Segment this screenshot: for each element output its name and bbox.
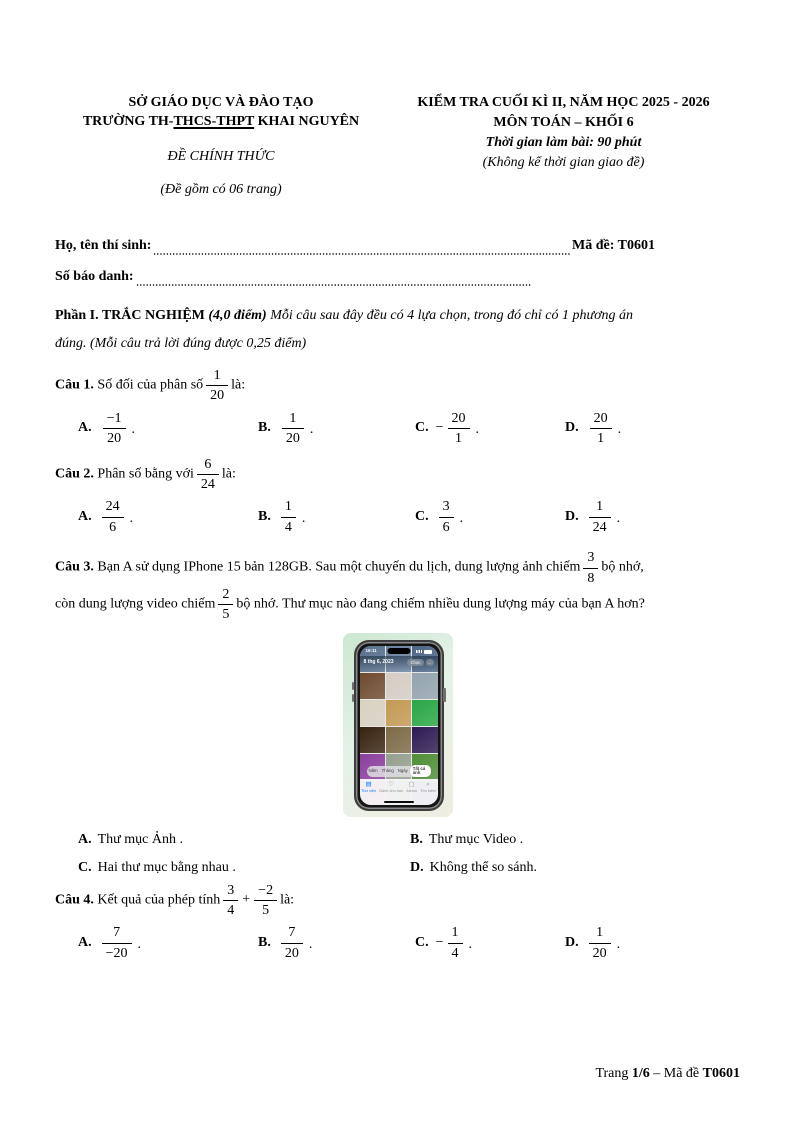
tab-search: ⌕ Tìm kiếm xyxy=(420,780,436,793)
header xyxy=(55,93,740,199)
question-1-stem: Câu 1. Số đối của phân số $\frac{1}{20}$ là: xyxy=(55,368,246,404)
option-a: A. $\frac{7}{-20}$ . xyxy=(78,925,142,961)
question-3-options xyxy=(55,829,740,878)
page-number: 1/6 xyxy=(631,1065,650,1081)
part1-heading: Phần I. TRẮC NGHIỆM (4,0 điểm) Mỗi câu sau đây đều có 4 lựa chọn, trong đó chỉ có 1 phương án đúng. (Mỗi câu trả lời đúng được 0,25 điểm) xyxy=(55,308,634,351)
option-b: B. $\frac{1}{4}$ . xyxy=(258,499,306,535)
home-indicator xyxy=(384,801,414,803)
segmented-control xyxy=(367,766,431,777)
segment-all-photos: Tất cả ảnh xyxy=(410,765,431,777)
photo-tile xyxy=(360,727,385,753)
duration: Thời gian làm bài: 90 phút xyxy=(485,135,642,150)
fraction: $\frac{3}{8}$ xyxy=(583,549,598,586)
exam-title: KIỂM TRA CUỐI KÌ II, NĂM HỌC 2025 - 2026 xyxy=(417,95,710,110)
department-name: SỞ GIÁO DỤC VÀ ĐÀO TẠO xyxy=(128,95,314,110)
dynamic-island xyxy=(387,648,410,654)
select-button: Chọn xyxy=(407,659,423,666)
option-d: D. $\frac{1}{20}$ . xyxy=(565,925,621,961)
duration-note: (Không kể thời gian giao đề) xyxy=(482,155,645,170)
student-name-label: Họ, tên thí sinh: xyxy=(55,238,152,253)
student-name-line xyxy=(55,236,655,258)
option-c: C. − $\frac{20}{1}$ . xyxy=(415,410,480,447)
option-a: A. $\frac{-1}{20}$ . xyxy=(78,410,136,447)
option-b: B. $\frac{1}{20}$ . xyxy=(258,410,314,447)
page-footer: Trang 1/6 – Mã đề T0601 xyxy=(595,1065,740,1081)
more-button: … xyxy=(427,660,432,666)
part1-title: Phần I. TRẮC NGHIỆM xyxy=(55,308,205,323)
question-2-options xyxy=(55,498,740,535)
photo-tile xyxy=(386,727,411,753)
photo-tile xyxy=(386,700,411,726)
power-button xyxy=(443,688,446,702)
fraction: $\frac{-2}{5}$ xyxy=(254,882,277,919)
fraction: $\frac{6}{24}$ xyxy=(197,456,219,493)
option-a: A. Thư mục Ảnh . xyxy=(78,831,183,847)
albums-icon: ▢ xyxy=(408,780,415,788)
segment-days: Ngày xyxy=(397,768,408,774)
student-id-line xyxy=(55,267,533,289)
status-time: 16:11 xyxy=(365,648,377,654)
option-c: C. − $\frac{1}{4}$ . xyxy=(415,925,473,961)
tab-for-you: ♡ Dành cho bạn xyxy=(379,780,403,793)
search-icon: ⌕ xyxy=(426,780,430,788)
signal-icon xyxy=(416,650,422,654)
header-left xyxy=(55,93,387,199)
student-id-label: Số báo danh: xyxy=(55,269,134,284)
volume-down-button xyxy=(352,694,355,702)
option-d: D. $\frac{20}{1}$ . xyxy=(565,410,622,447)
segment-years: Năm xyxy=(368,768,378,774)
option-b: B. $\frac{7}{20}$ . xyxy=(258,925,313,961)
iphone-frame xyxy=(354,640,444,811)
question-4-options xyxy=(55,924,740,961)
fraction: $\frac{3}{4}$ xyxy=(223,882,238,919)
student-info xyxy=(55,236,740,298)
part1-points: (4,0 điểm) xyxy=(208,308,267,323)
phone-photo-figure xyxy=(343,633,453,817)
subject-grade: MÔN TOÁN – KHỐI 6 xyxy=(493,115,634,130)
school-name: TRƯỜNG TH-THCS-THPT KHAI NGUYÊN xyxy=(82,114,360,129)
option-d: D. $\frac{1}{24}$ . xyxy=(565,499,621,535)
exam-type: ĐỀ CHÍNH THỨC xyxy=(167,149,275,164)
segment-months: Tháng xyxy=(381,768,394,774)
question-2-stem: Câu 2. Phân số bằng với $\frac{6}{24}$ là: xyxy=(55,456,236,492)
question-3-stem: Câu 3. Bạn A sử dụng IPhone 15 bản 128GB. Sau một chuyến du lịch, dung lượng ảnh chiếm $\frac{3}{8}$ bộ nhớ, còn dung lượng video chiếm $\frac{2}{5}$ bộ nhớ. Thư mục nào đang chiếm nhiều dung lượng máy của bạn A hơn? xyxy=(55,550,645,623)
footer-exam-code: T0601 xyxy=(702,1065,740,1081)
photo-tile xyxy=(386,673,411,699)
phone-screen xyxy=(360,646,438,805)
fraction: $\frac{1}{20}$ xyxy=(206,367,228,404)
photo-tile xyxy=(412,673,437,699)
dotted-line xyxy=(136,275,531,289)
dotted-line xyxy=(153,244,570,258)
header-right xyxy=(387,93,740,199)
photo-tile xyxy=(360,673,385,699)
photo-tile xyxy=(412,700,437,726)
date-overlay xyxy=(360,656,438,670)
option-c: C. $\frac{3}{6}$ . xyxy=(415,499,464,535)
tab-albums: ▢ Album xyxy=(406,780,417,793)
pages-note: (Đề gồm có 06 trang) xyxy=(160,182,282,197)
fraction: $\frac{2}{5}$ xyxy=(218,586,233,623)
heart-icon: ♡ xyxy=(388,780,395,788)
option-a: A. $\frac{24}{6}$ . xyxy=(78,499,134,535)
photo-tile xyxy=(412,727,437,753)
photos-icon: ▤ xyxy=(365,780,372,788)
question-1-options xyxy=(55,410,740,447)
volume-up-button xyxy=(352,682,355,690)
date-label: 8 thg 6, 2023 xyxy=(363,659,394,666)
option-c: C. Hai thư mục bằng nhau . xyxy=(78,859,236,875)
battery-icon xyxy=(424,650,432,654)
tab-library: ▤ Thư viện xyxy=(361,780,377,793)
option-d: D. Không thể so sánh. xyxy=(410,859,537,875)
photo-tile xyxy=(360,700,385,726)
exam-code: Mã đề: T0601 xyxy=(572,238,655,253)
option-b: B. Thư mục Video . xyxy=(410,831,524,847)
question-4-stem: Câu 4. Kết quả của phép tính $\frac{3}{4}$ + $\frac{-2}{5}$ là: xyxy=(55,882,295,919)
